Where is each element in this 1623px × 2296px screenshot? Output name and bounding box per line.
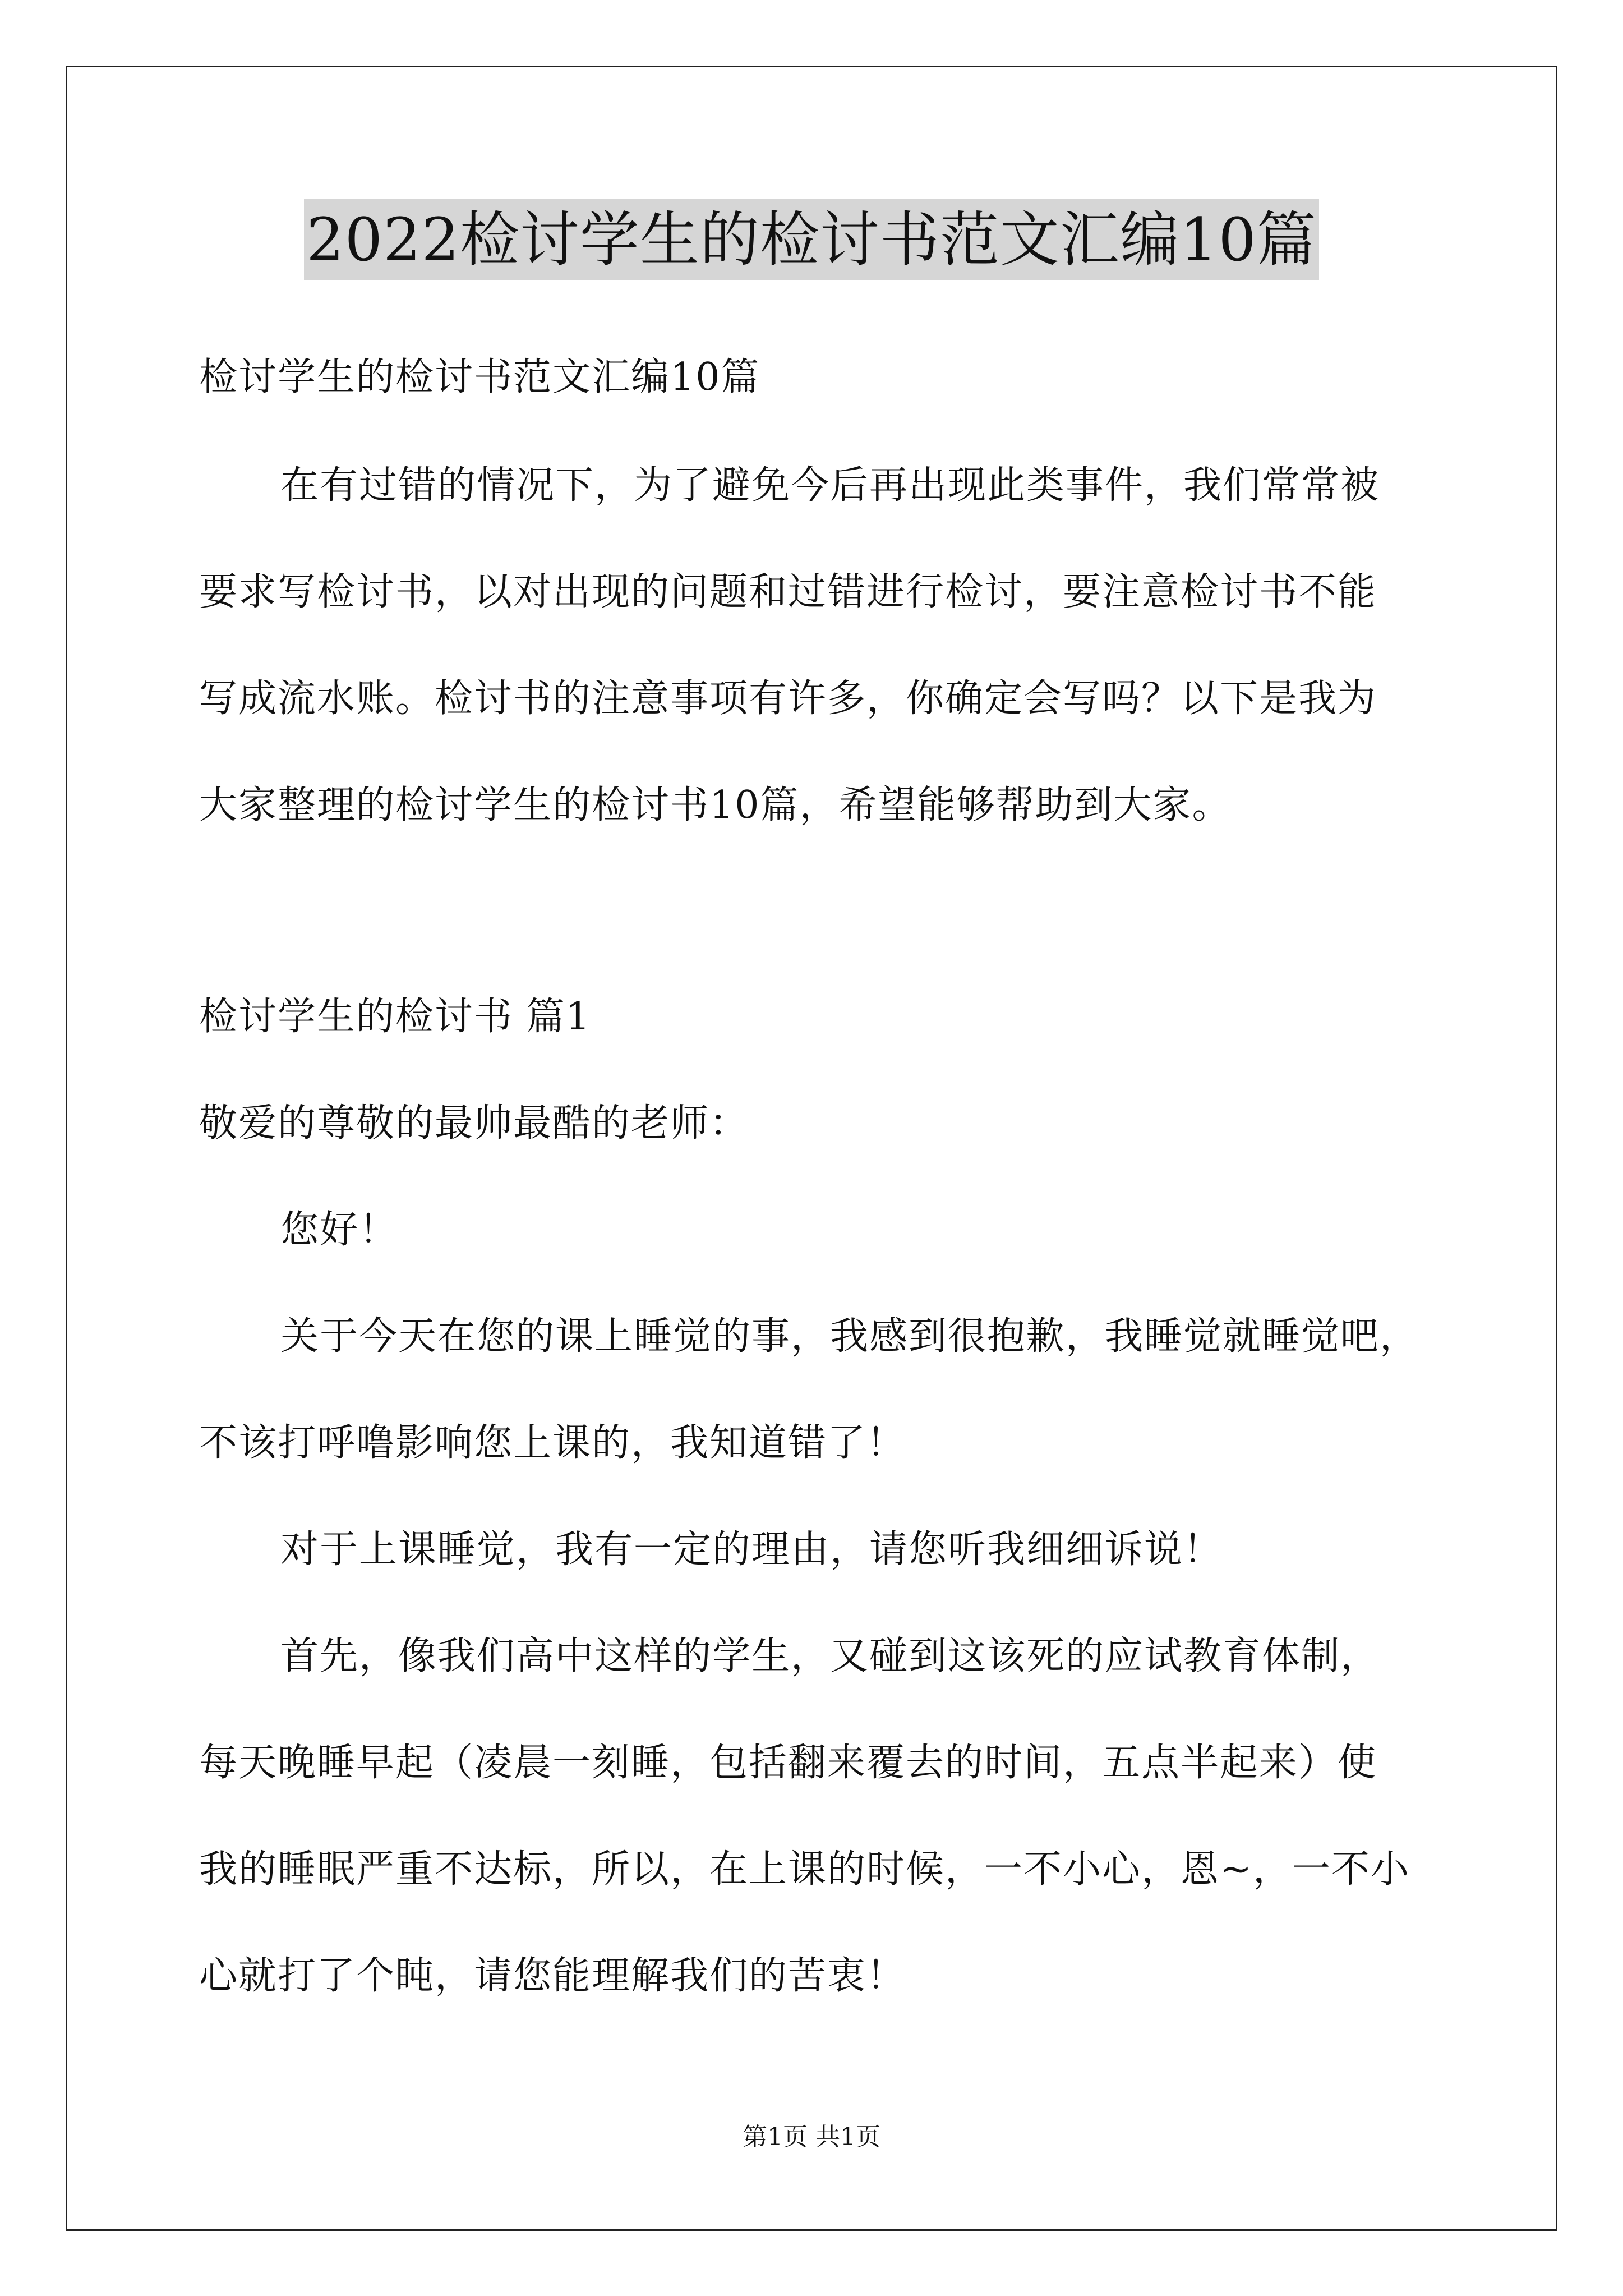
page-footer: 第1页 共1页 <box>743 2123 880 2151</box>
intro-line-4: 大家整理的检讨学生的检讨书10篇，希望能够帮助到大家。 <box>199 783 1232 827</box>
intro-line-2: 要求写检讨书，以对出现的问题和过错进行检讨，要注意检讨书不能 <box>199 570 1377 614</box>
body-line-4: 首先，像我们高中这样的学生，又碰到这该死的应试教育体制， <box>280 1634 1380 1678</box>
document-title: 2022检讨学生的检讨书范文汇编10篇 <box>304 199 1319 280</box>
body-line-7: 心就打了个盹，请您能理解我们的苦衷！ <box>199 1954 906 1998</box>
salutation: 敬爱的尊敬的最帅最酷的老师： <box>199 1101 749 1145</box>
body-line-3: 对于上课睡觉，我有一定的理由，请您听我细细诉说！ <box>280 1527 1223 1572</box>
title-wrap <box>0 199 1623 280</box>
body-line-5: 每天晚睡早起（凌晨一刻睡，包括翻来覆去的时间，五点半起来）使 <box>199 1741 1377 1785</box>
intro-line-3: 写成流水账。检讨书的注意事项有许多，你确定会写吗？以下是我为 <box>199 677 1377 721</box>
body-line-2: 不该打呼噜影响您上课的，我知道错了！ <box>199 1421 906 1465</box>
section-heading: 检讨学生的检讨书 篇1 <box>199 995 591 1039</box>
body-line-1: 关于今天在您的课上睡觉的事，我感到很抱歉，我睡觉就睡觉吧， <box>280 1314 1419 1359</box>
document-subtitle: 检讨学生的检讨书范文汇编10篇 <box>199 355 760 399</box>
body-line-6: 我的睡眠严重不达标，所以，在上课的时候，一不小心，恩~，一不小 <box>199 1847 1410 1892</box>
intro-line-1: 在有过错的情况下，为了避免今后再出现此类事件，我们常常被 <box>280 463 1380 508</box>
greeting: 您好！ <box>280 1208 399 1252</box>
